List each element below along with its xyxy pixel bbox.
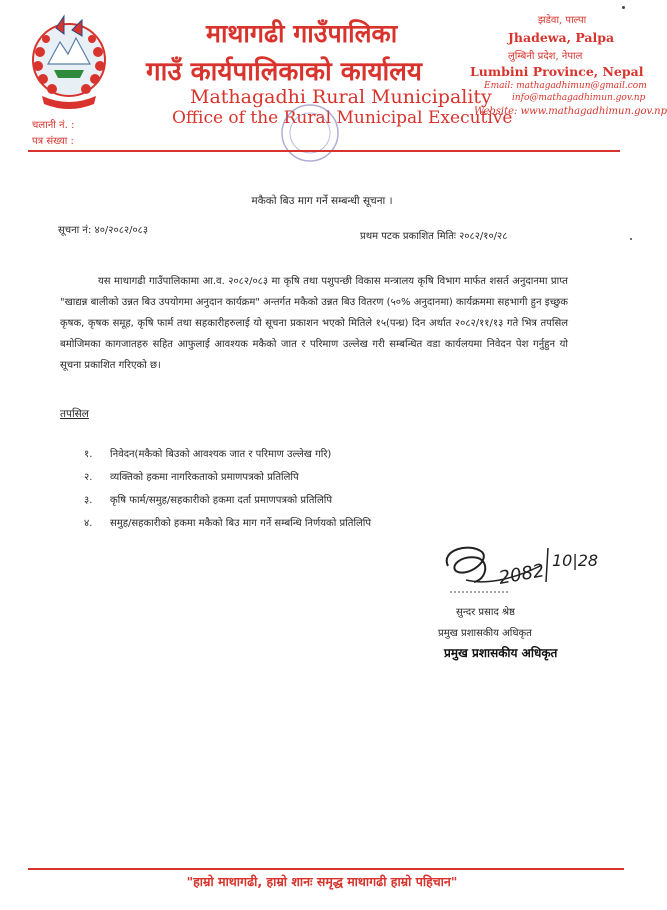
footer-divider <box>28 868 624 870</box>
address-english: Jhadewa, Palpa <box>508 30 615 45</box>
email-secondary: info@mathagadhimun.gov.np <box>512 93 646 103</box>
municipality-name-nepali: माथागढी गाउँपालिका <box>206 19 398 48</box>
notice-body <box>60 271 568 376</box>
office-stamp <box>270 98 350 168</box>
tapasil-heading: तपसिल <box>60 408 89 420</box>
required-documents-list <box>84 446 371 538</box>
svg-text:10|28: 10|28 <box>552 551 599 570</box>
office-name-nepali: गाउँ कार्यपालिकाको कार्यालय <box>146 57 422 87</box>
province-nepali: लुम्बिनी प्रदेश, नेपाल <box>508 51 583 62</box>
footer-slogan: "हाम्रो माथागढी, हाम्रो शानः समृद्ध माथागढी हाम्रो पहिचान" <box>186 874 458 889</box>
header-divider <box>28 150 620 152</box>
list-item: २. व्यक्तिको हकमा नागरिकताको प्रमाणपत्रको प्रतिलिपि <box>84 472 299 483</box>
speck <box>622 6 625 9</box>
website: Website: www.mathagadhimun.gov.np <box>474 106 667 117</box>
email-primary: Email: mathagadhimun@gmail.com <box>484 81 647 91</box>
signatory-title-stamp: प्रमुख प्रशासकीय अधिकृत <box>444 646 558 660</box>
list-item: ४. समुह/सहकारीको हकमा मकैको बिउ माग गर्ने सम्बन्धि निर्णयको प्रतिलिपि <box>84 518 372 529</box>
signatory-title: प्रमुख प्रशासकीय अधिकृत <box>438 628 532 639</box>
address-nepali: झडेवा, पाल्पा <box>538 15 587 26</box>
list-item: ३. कृषि फार्म/समुह/सहकारीको हकमा दर्ता प्रमाणपत्रको प्रतिलिपि <box>84 495 333 506</box>
notice-number: सूचना नं: ४०/२०८२/०८३ <box>58 225 149 236</box>
signatory-name: सुन्दर प्रसाद श्रेष्ठ <box>456 607 515 618</box>
dispatch-number-label: चलानी नं. : <box>32 120 75 131</box>
signature <box>430 536 600 598</box>
svg-text:2082: 2082 <box>497 560 546 589</box>
letter-number-label: पत्र संख्या : <box>32 136 74 147</box>
notice-body-paragraph: यस माथागढी गाउँपालिकामा आ.व. २०८२/०८३ मा कृषि तथा पशुपन्छी विकास मन्त्रालय कृषि विभाग मार्फत शसर्त अनुदानमा प्राप्त "खाद्यन्न बालीको उन्नत बिउ उपयोगमा अनुदान कार्यक्रम" अन्तर्गत मकैको उन्नत बिउ वितरण (५०% अनुदानमा) कार्यक्रममा सहभागी हुन इच्छुक कृषक, कृषक समूह, कृषि फार्म तथा सहकारीहरुलाई यो सूचना प्रकाशन भएको मितिले १५(पन्ध्र) दिन अर्थात २०८२/११/१३ गते भित्र तपसिल बमोजिमका कागजातहरु सहित आफुलाई आवश्यक मकैको जात र परिमाण उल्लेख गरी सम्बन्धित वडा कार्यलयमा निवेदन पेश गर्नुहुन यो सूचना प्रकाशित गरिएको छ। <box>60 276 568 371</box>
speck <box>630 238 632 240</box>
nepal-emblem-logo <box>28 12 110 116</box>
province-english: Lumbini Province, Nepal <box>470 64 644 79</box>
notice-published-date: प्रथम पटक प्रकाशित मितिः २०८२/१०/२८ <box>360 231 508 242</box>
municipality-name-english: Mathagadhi Rural Municipality <box>190 86 492 108</box>
list-item: १. निवेदन(मकैको बिउको आवश्यक जात र परिमाण उल्लेख गरि) <box>84 449 332 460</box>
office-name-english: Office of the Rural Municipal Executive <box>172 108 513 128</box>
notice-subject: मकैको बिउ माग गर्ने सम्बन्धी सूचना । <box>251 195 393 207</box>
